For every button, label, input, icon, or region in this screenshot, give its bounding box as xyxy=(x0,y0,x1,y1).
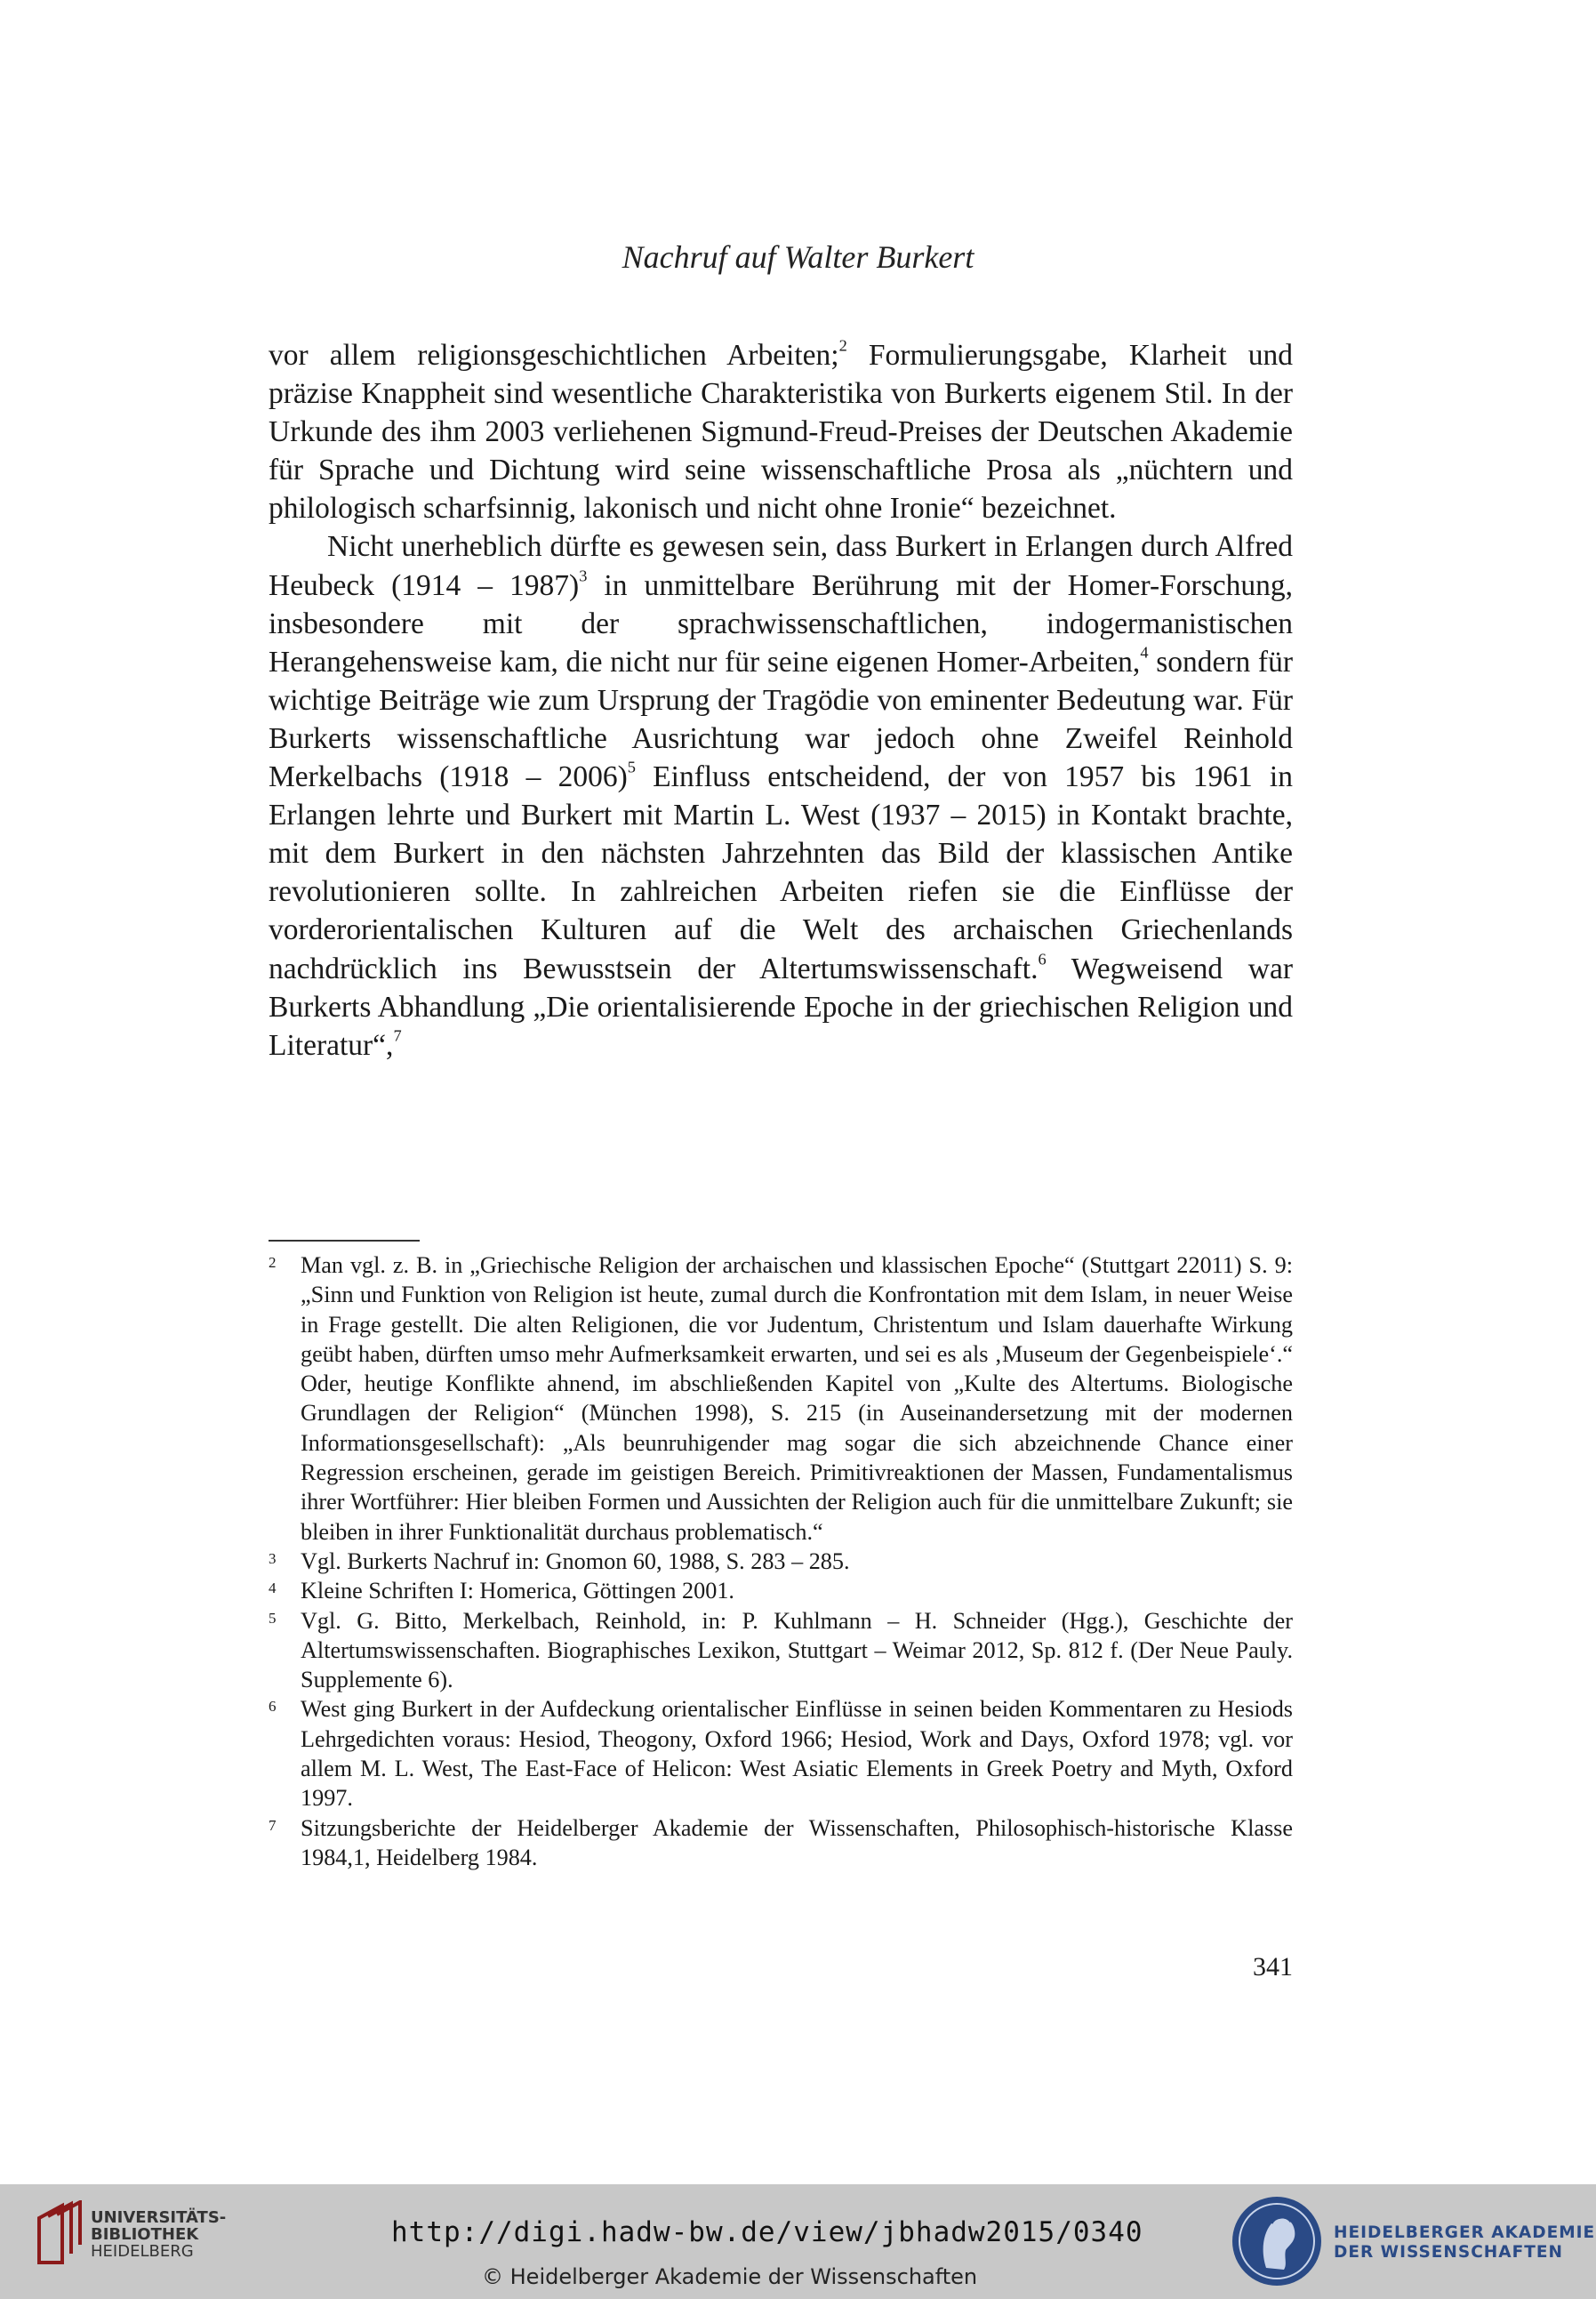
university-library-name: UNIVERSITÄTS- BIBLIOTHEK HEIDELBERG xyxy=(91,2208,227,2261)
footer-bar xyxy=(0,2184,1596,2299)
footnote-ref[interactable]: 4 xyxy=(1140,643,1149,662)
footnote-text: Vgl. G. Bitto, Merkelbach, Reinhold, in: P. Kuhlmann – H. Schneider (Hgg.), Geschichte der Altertumswissenschaften. Biographisches Lexikon, Stuttgart – Weimar 2012, Sp. 812 f. (Der Neue Pauly. Supplemente 6). xyxy=(301,1607,1293,1693)
footnote xyxy=(269,1250,1293,1547)
footnote-text: Vgl. Burkerts Nachruf in: Gnomon 60, 1988, S. 283 – 285. xyxy=(301,1547,850,1574)
footnote-ref[interactable]: 7 xyxy=(393,1026,402,1045)
footnote xyxy=(269,1547,1293,1576)
footnote xyxy=(269,1694,1293,1813)
footnote-number: 2 xyxy=(269,1254,277,1271)
footnote-ref[interactable]: 6 xyxy=(1038,949,1047,968)
footnotes xyxy=(269,1250,1293,1872)
footnote-number: 4 xyxy=(269,1580,277,1597)
footnote-text: Man vgl. z. B. in „Griechische Religion der archaischen und klassischen Epoche“ (Stuttgart 22011) S. 9: „Sinn und Funktion von Religion ist heute, zumal durch die Konfrontation mit dem Islam, in neuer Weise in Frage gestellt. Die alten Religionen, die vor Judentum, Christentum und Islam dauerhafte Wirkung geübt haben, dürften umso mehr Aufmerksamkeit erwarten, und sei es als ‚Museum der Gegenbeispiele‘.“ Oder, heutige Konflikte ahnend, im abschließenden Kapitel von „Kulte des Altertums. Biologische Grundlagen der Religion“ (München 1998), S. 215 (in Auseinandersetzung mit der modernen Informationsgesellschaft): „Als beunruhigender mag sogar die sich abzeichnende Chance einer Regression erscheinen, gerade im geistigen Bereich. Primitivreaktionen der Massen, Fundamentalismus ihrer Wortführer: Hier bleiben Formen und Aussichten der Religion auch für die unmittelbare Zukunft; sie bleiben in ihrer Funktionalität durchaus problematisch.“ xyxy=(301,1252,1293,1545)
footnote xyxy=(269,1606,1293,1695)
footnote-text: Sitzungsberichte der Heidelberger Akademie der Wissenschaften, Philosophisch-historische Klasse 1984,1, Heidelberg 1984. xyxy=(301,1814,1293,1870)
footnote-number: 6 xyxy=(269,1698,277,1716)
running-head: Nachruf auf Walter Burkert xyxy=(622,239,974,275)
academy-seal-icon[interactable] xyxy=(1231,2195,1323,2287)
footnote-text: Kleine Schriften I: Homerica, Göttingen 2001. xyxy=(301,1578,734,1604)
page-number: 341 xyxy=(1253,1952,1293,1981)
footnote xyxy=(269,1576,1293,1605)
footnote-text: West ging Burkert in der Aufdeckung orientalischer Einflüsse in seinen beiden Kommentaren zu Hesiods Lehrgedichten voraus: Hesiod, Theogony, Oxford 1966; Hesiod, Work and Days, Oxford 1978; vgl. vor allem M. L. West, The East-Face of Helicon: West Asiatic Elements in Greek Poetry and Myth, Oxford 1997. xyxy=(301,1696,1293,1812)
university-library-logo-icon[interactable] xyxy=(36,2200,87,2268)
footnote-ref[interactable]: 5 xyxy=(627,758,636,776)
footnote xyxy=(269,1813,1293,1873)
footnote-number: 7 xyxy=(269,1816,277,1834)
academy-name: HEIDELBERGER AKADEMIE DER WISSENSCHAFTEN xyxy=(1334,2223,1596,2262)
copyright-notice: © Heidelberger Akademie der Wissenschaften xyxy=(482,2264,978,2289)
paragraph: vor allem religionsgeschichtlichen Arbeiten;$^2$ Formulierungsgabe, Klarheit und präzise Knappheit sind wesentliche Charakteristika von Burkerts eigenem Stil. In der Urkunde des ihm 2003 verliehenen Sigmund-Freud-Preises der Deutschen Akademie für Sprache und Dichtung wird seine wissenschaftliche Prosa als „nüchtern und philologisch scharfsinnig, lakonisch und nicht ohne Ironie“ bezeichnet. xyxy=(269,336,1293,526)
source-url-link[interactable]: http://digi.hadw-bw.de/view/jbhadw2015/0340 xyxy=(391,2216,1143,2248)
footnote-divider xyxy=(269,1240,420,1242)
footnote-ref[interactable]: 3 xyxy=(579,566,588,584)
main-text xyxy=(269,336,1293,1065)
footnote-ref[interactable]: 2 xyxy=(838,336,847,355)
footnote-number: 5 xyxy=(269,1609,277,1627)
paragraph: Nicht unerheblich dürfte es gewesen sein, dass Burkert in Erlangen durch Alfred Heubeck (1914 – 1987)$^3$ in unmittelbare Berührung mit der Homer-Forschung, insbesondere mit der sprachwissenschaftlichen, indogermanistischen Herangehensweise kam, die nicht nur für seine eigenen Homer-Arbeiten,$^4$ sondern für wichtige Beiträge wie zum Ursprung der Tragödie von eminenter Bedeutung war. Für Burkerts wissenschaftliche Ausrichtung war jedoch ohne Zweifel Reinhold Merkelbachs (1918 – 2006)$^5$ Einfluss entscheidend, der von 1957 bis 1961 in Erlangen lehrte und Burkert mit Martin L. West (1937 – 2015) in Kontakt brachte, mit dem Burkert in den nächsten Jahrzehnten das Bild der klassischen Antike revolutionieren sollte. In zahlreichen Arbeiten riefen sie die Einflüsse der vorderorientalischen Kulturen auf die Welt des archaischen Griechenlands nachdrücklich ins Bewusstsein der Altertumswissenschaft.$^6$ Wegweisend war Burkerts Abhandlung „Die orientalisierende Epoche in der griechischen Religion und Literatur“,$^7$ xyxy=(269,530,1293,1062)
footnote-number: 3 xyxy=(269,1549,277,1567)
